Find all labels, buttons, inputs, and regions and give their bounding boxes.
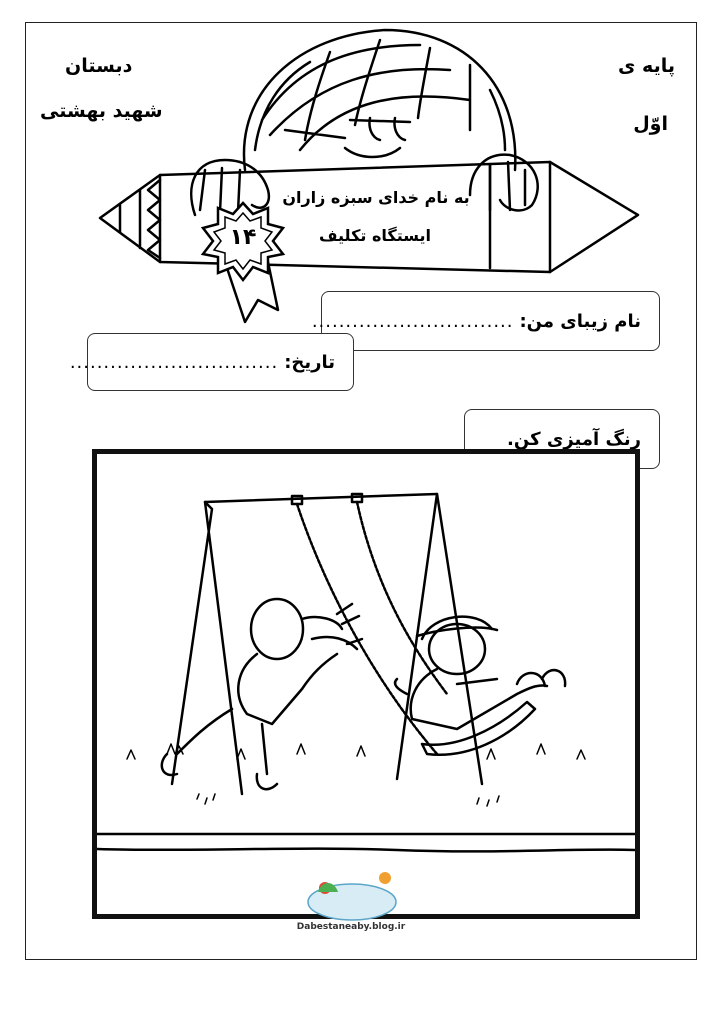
grade-label: پایه ی [618, 55, 675, 77]
pushing-child-shoes [162, 754, 277, 789]
pushing-child-body [177, 654, 337, 774]
school-name: شهید بهشتی [40, 100, 163, 122]
banner-line1: به نام خدای سبزه زاران [282, 188, 470, 207]
pencil-child-illustration [0, 0, 720, 340]
swinging-child-feet [517, 670, 565, 686]
ground-line [97, 834, 635, 851]
child-smile [345, 148, 400, 157]
name-label: نام زیبای من: [519, 310, 641, 332]
name-field-box [311, 291, 660, 351]
date-field[interactable]: ............................... [69, 351, 279, 373]
swing-top-bar [205, 494, 437, 502]
date-label: تاریخ: [284, 351, 335, 373]
grade-value: اوّل [633, 113, 668, 135]
date-field-box [69, 333, 354, 391]
coloring-picture-frame [92, 449, 640, 919]
pushing-child-head [251, 599, 303, 659]
grass-tufts [127, 744, 585, 759]
pencil-tip [550, 162, 638, 272]
school-label: دبستان [65, 55, 133, 77]
swing-seat [422, 702, 535, 755]
pencil-zigzag [148, 180, 160, 258]
banner-line2: ایستگاه تکلیف [318, 226, 432, 245]
station-number: ۱۴ [229, 225, 257, 250]
blog-url[interactable]: Dabestaneaby.blog.ir [296, 922, 406, 932]
name-field[interactable]: .............................. [311, 310, 514, 332]
pushing-child-hands [302, 604, 362, 649]
swing-chain-right [357, 502, 447, 694]
swing-coloring-drawing [97, 454, 635, 914]
child-hand-left [191, 160, 269, 215]
instruction-text: رنگ آمیزی کن. [507, 428, 641, 450]
